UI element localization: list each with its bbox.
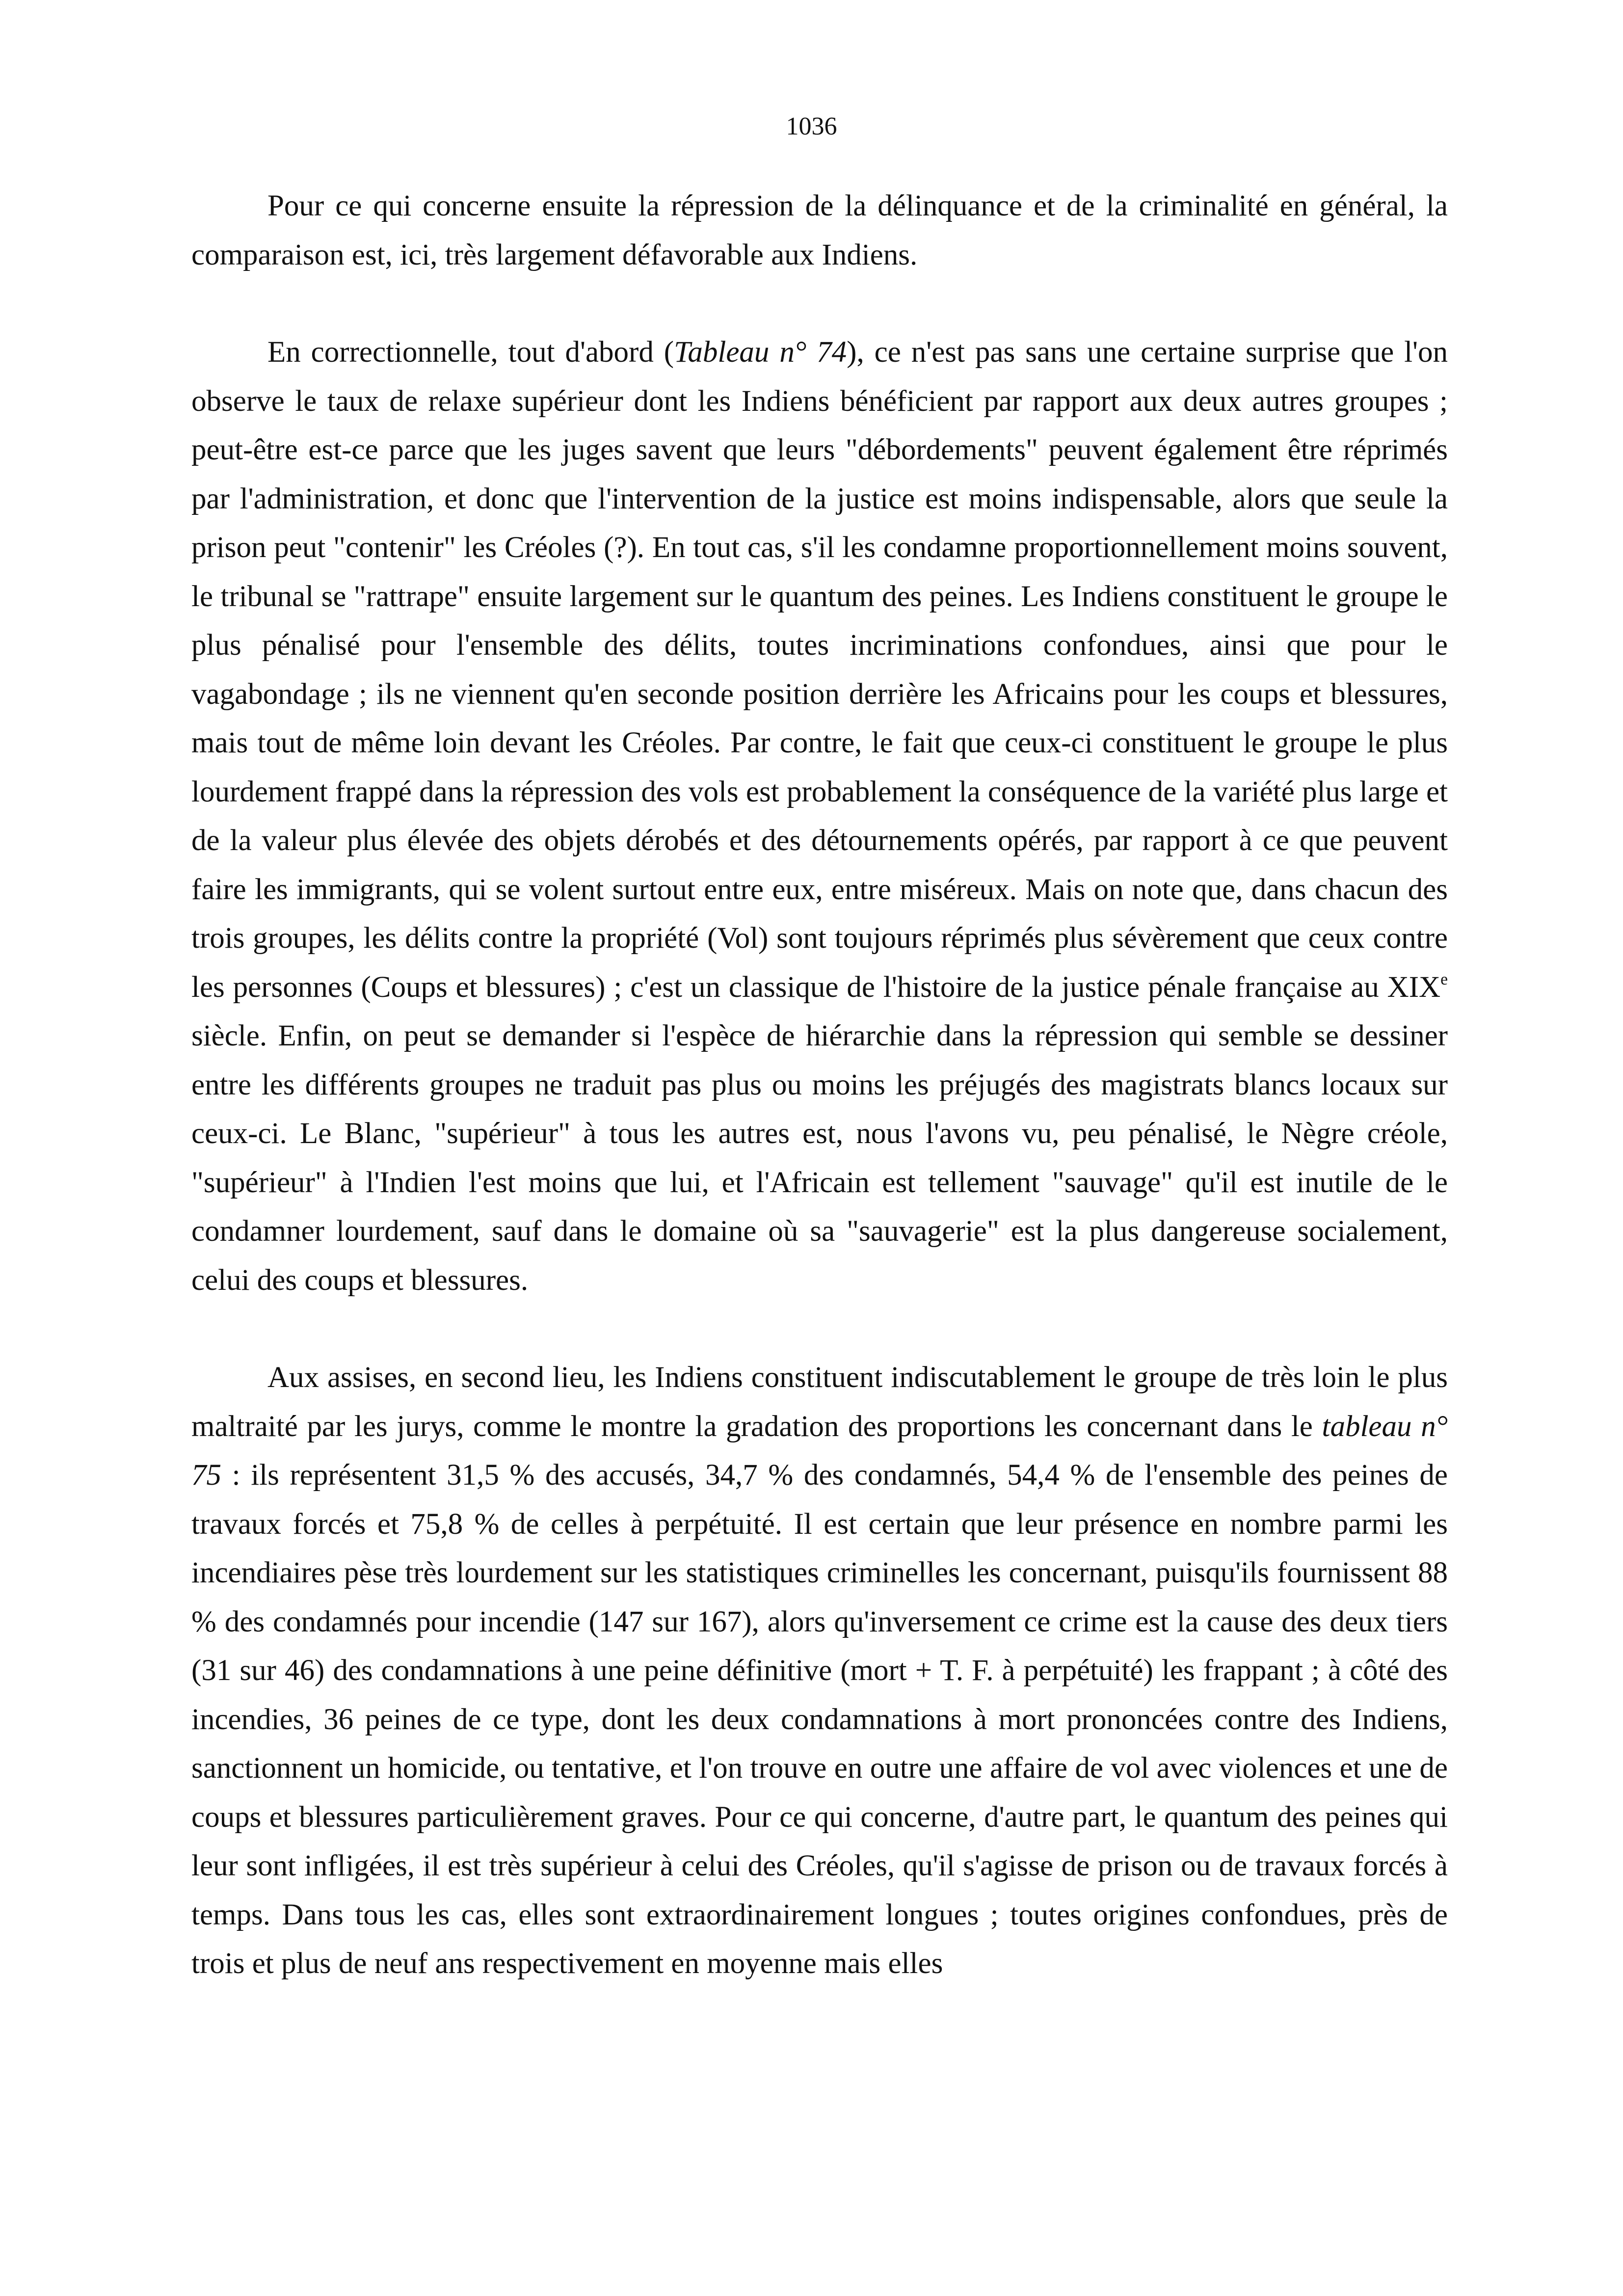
text-run: Pour ce qui concerne ensuite la répression de la délinquance et de la criminalité en général, la comparaison est, ici, très largement défavorable aux Indiens. — [191, 189, 1448, 271]
italic-reference: tableau n° 75 — [191, 1410, 1448, 1492]
text-run: Aux assises, en second lieu, les Indiens constituent indiscutablement le groupe de très loin le plus maltraité par les jurys, comme le montre la gradation des proportions les concernant dans le — [191, 1361, 1448, 1443]
page-number: 1036 — [786, 112, 837, 140]
text-run: : ils représentent 31,5 % des accusés, 34,7 % des condamnés, 54,4 % de l'ensemble des peines de travaux forcés et 75,8 % de celles à perpétuité. Il est certain que leur présence en nombre parmi les incendiaires pèse très lourdement sur les statistiques criminelles les concernant, puisqu'ils fournissent 88 % des condamnés pour incendie (147 sur 167), alors qu'inversement ce crime est la cause des deux tiers (31 sur 46) des condamnations à une peine définitive (mort + T. F. à perpétuité) les frappant ; à côté des incendies, 36 peines de ce type, dont les deux condamnations à mort prononcées contre des Indiens, sanctionnent un homicide, ou tentative, et l'on trouve en outre une affaire de vol avec violences et une de coups et blessures particulièrement graves. Pour ce qui concerne, d'autre part, le quantum des peines qui leur sont infligées, il est très supérieur à celui des Créoles, qu'il s'agisse de prison ou de travaux forcés à temps. Dans tous les cas, elles sont extraordinairement longues ; toutes origines confondues, près de trois et plus de neuf ans respectivement en moyenne mais elles — [191, 1459, 1448, 1980]
text-run: ), ce n'est pas sans une certaine surprise que l'on observe le taux de relaxe supérieur dont les Indiens bénéficient par rapport aux deux autres groupes ; peut-être est-ce parce que les juges savent que leurs "débordements" peuvent également être réprimés par l'administration, et donc que l'intervention de la justice est moins indispensable, alors que seule la prison peut "contenir" les Créoles (?). En tout cas, s'il les condamne proportionnellement moins souvent, le tribunal se "rattrape" ensuite largement sur le quantum des peines. Les Indiens constituent le groupe le plus pénalisé pour l'ensemble des délits, toutes incriminations confondues, ainsi que pour le vagabondage ; ils ne viennent qu'en seconde position derrière les Africains pour les coups et blessures, mais tout de même loin devant les Créoles. Par contre, le fait que ceux-ci constituent le groupe le plus lourdement frappé dans la répression des vols est probablement la conséquence de la variété plus large et de la valeur plus élevée des objets dérobés et des détournements opérés, par rapport à ce que peuvent faire les immigrants, qui se volent surtout entre eux, entre miséreux. Mais on note que, dans chacun des trois groupes, les délits contre la propriété (Vol) sont toujours réprimés plus sévèrement que ceux contre les personnes (Coups et blessures) ; c'est un classique de l'histoire de la justice pénale française au XIX — [191, 336, 1448, 1004]
body-text — [191, 182, 1448, 1988]
paragraph-correctionnelle — [191, 328, 1448, 1305]
paragraph-repression-intro — [191, 182, 1448, 279]
text-run: En correctionnelle, tout d'abord ( — [267, 336, 674, 369]
text-run: siècle. Enfin, on peut se demander si l'espèce de hiérarchie dans la répression qui semble se dessiner entre les différents groupes ne traduit pas plus ou moins les préjugés des magistrats blancs locaux sur ceux-ci. Le Blanc, "supérieur" à tous les autres est, nous l'avons vu, peu pénalisé, le Nègre créole, "supérieur" à l'Indien l'est moins que lui, et l'Africain est tellement "sauvage" qu'il est inutile de le condamner lourdement, sauf dans le domaine où sa "sauvagerie" est la plus dangereuse socialement, celui des coups et blessures. — [191, 1019, 1448, 1297]
italic-reference: Tableau n° 74 — [674, 336, 847, 369]
superscript: e — [1440, 970, 1448, 988]
paragraph-assises — [191, 1353, 1448, 1988]
